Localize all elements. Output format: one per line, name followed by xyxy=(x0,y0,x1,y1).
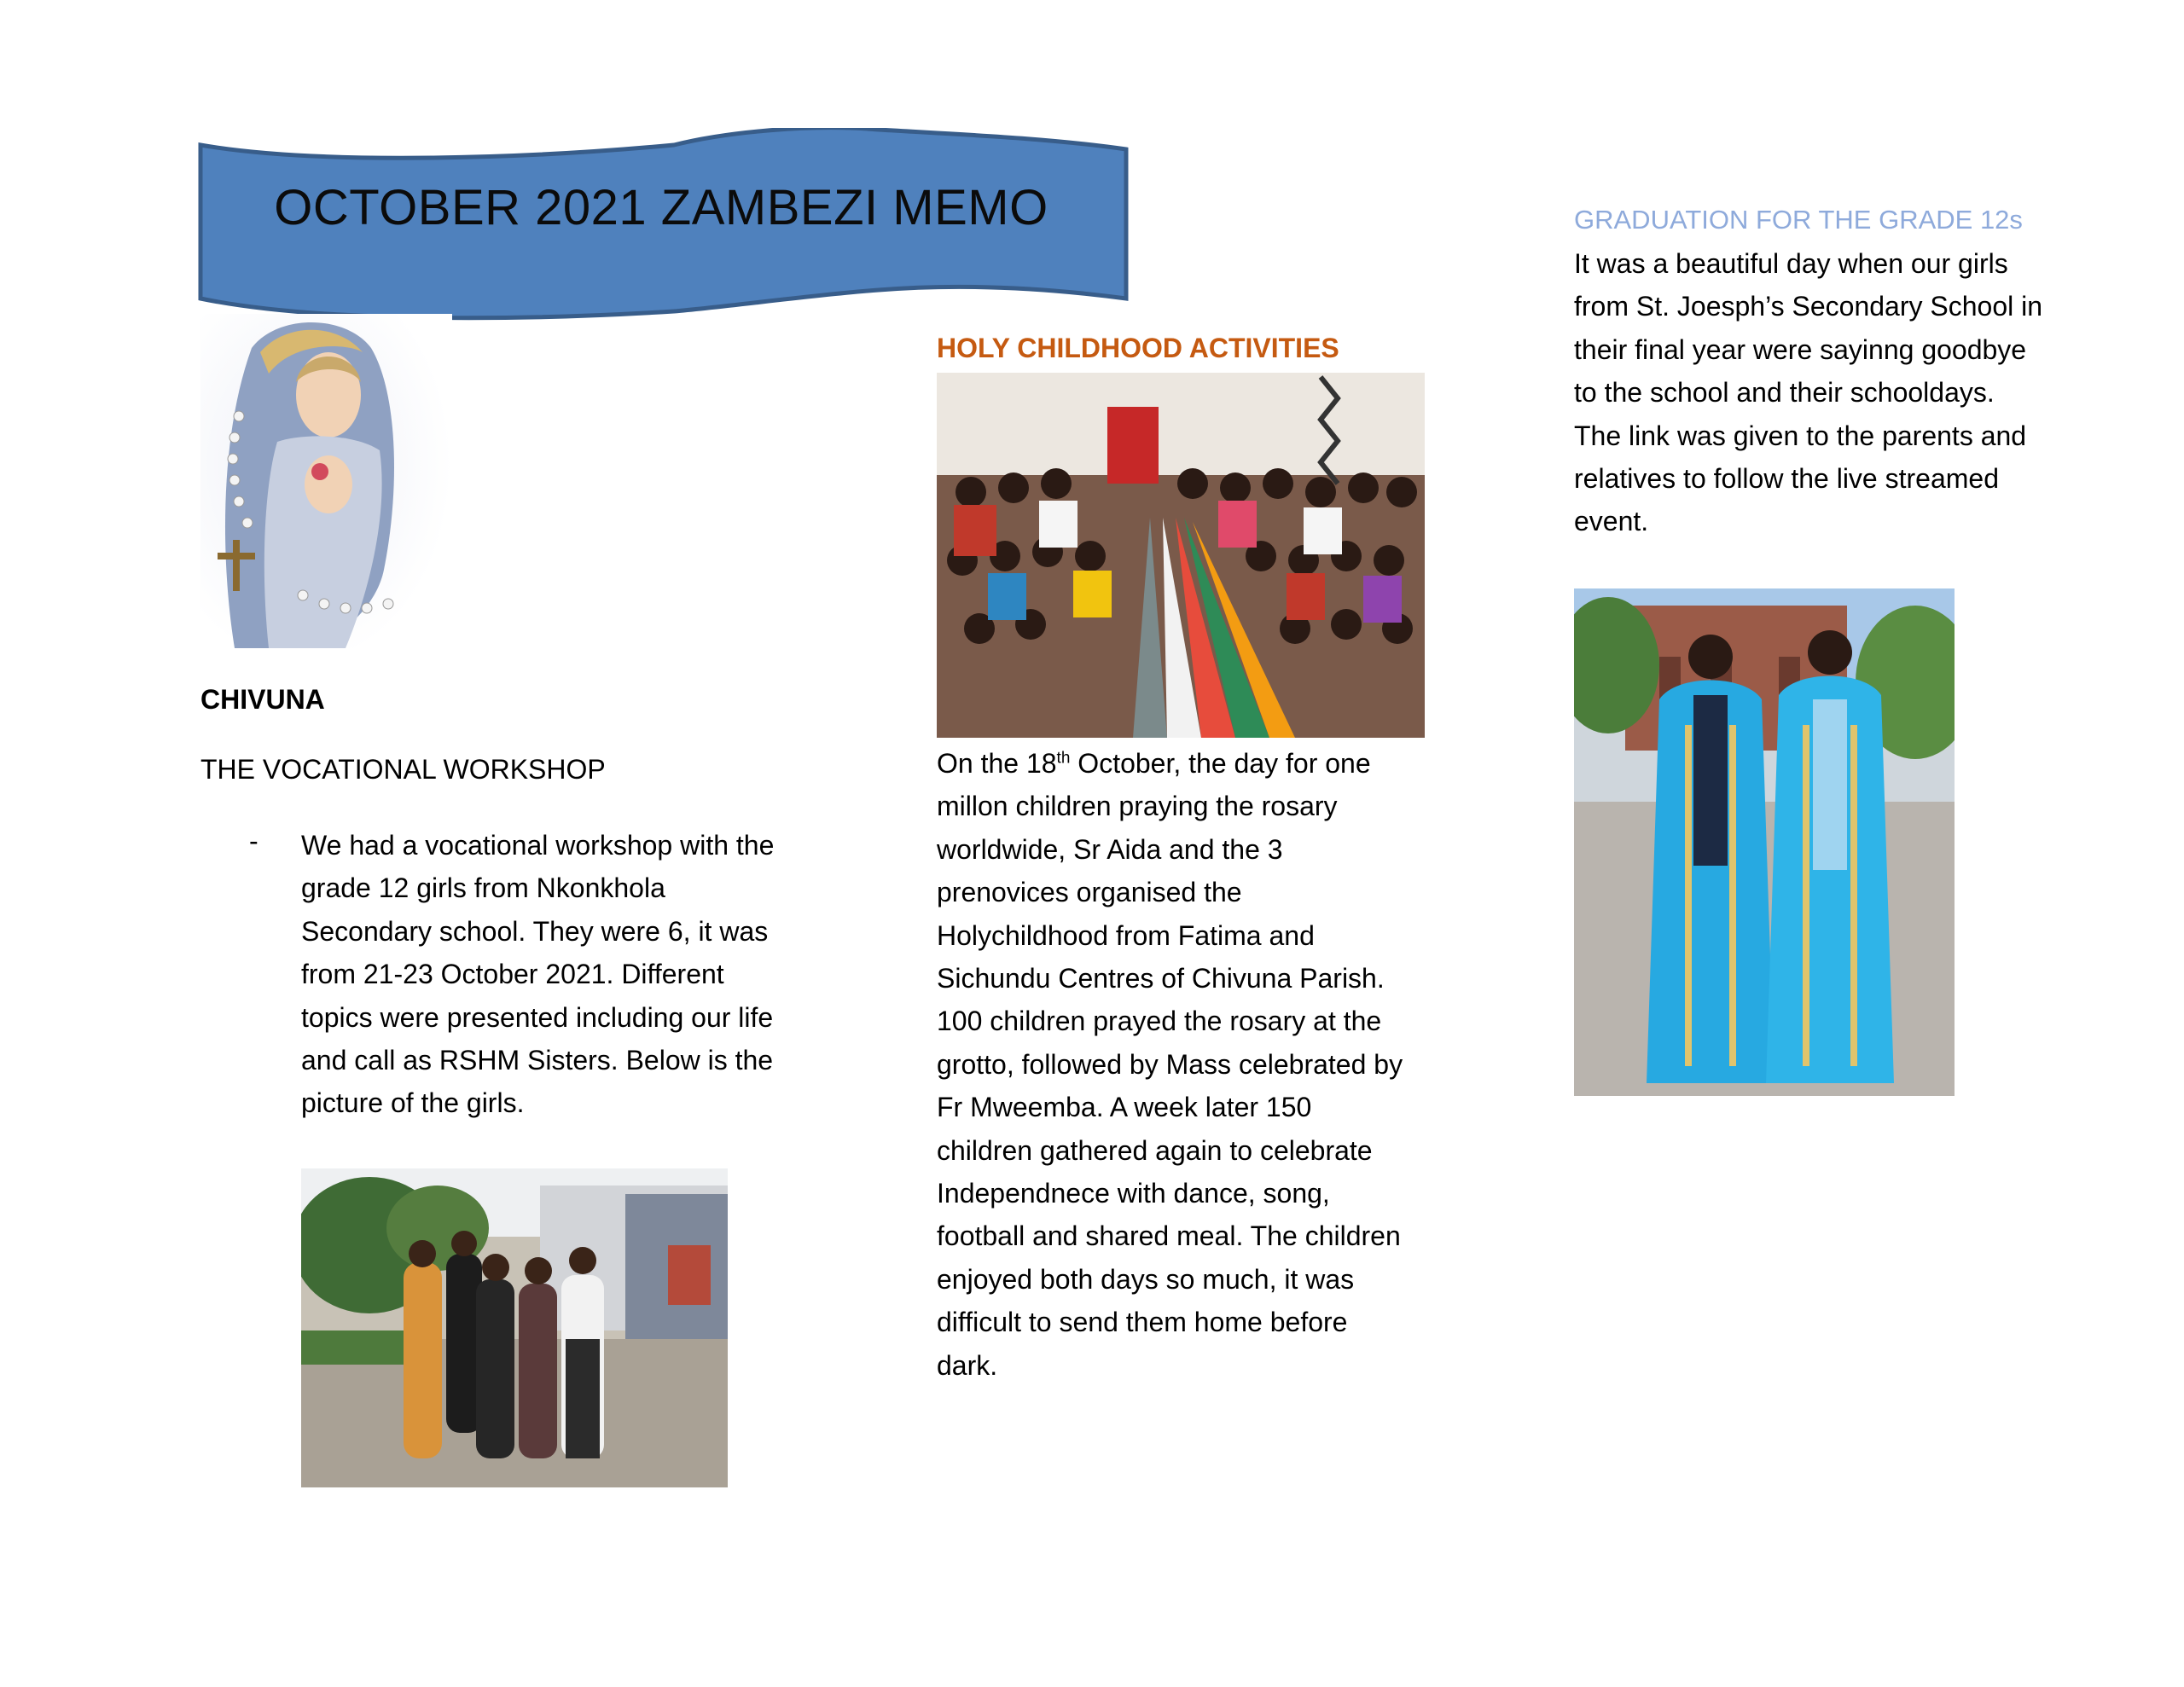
holy-childhood-text xyxy=(937,742,1414,1387)
holy-text-start: On the 18 xyxy=(937,748,1057,779)
virgin-mary-rosary-image xyxy=(200,314,452,648)
graduation-paragraph-2: The link was given to the parents and relatives to follow the live streamed event. xyxy=(1574,420,2027,537)
title-banner xyxy=(196,128,1135,324)
graduation-photo xyxy=(1574,588,1955,1096)
vocational-workshop-text: We had a vocational workshop with the grade 12 girls from Nkonkhola Secondary school. They were 6, it was from 21-23 October 2021. Different topics were presented including our life and call as RSHM Sisters. Below is the picture of the girls. xyxy=(301,830,775,1119)
holy-childhood-group-photo xyxy=(937,373,1425,738)
bullet-marker: - xyxy=(249,826,258,856)
section-heading-chivuna: CHIVUNA xyxy=(200,684,325,715)
page-title: OCTOBER 2021 ZAMBEZI MEMO xyxy=(274,180,1048,235)
section-heading-graduation: GRADUATION FOR THE GRADE 12s xyxy=(1574,205,2023,235)
vocational-girls-photo xyxy=(301,1168,728,1487)
section-heading-holy-childhood: HOLY CHILDHOOD ACTIVITIES xyxy=(937,333,1339,363)
holy-text-rest: October, the day for one millon children praying the rosary worldwide, Sr Aida and the 3 prenovices organised the Holychildhood from Fatima and Sichundu Centres of Chivuna Parish. 100 children prayed the rosary at the grotto, followed by Mass celebrated by Fr Mweemba. A week later 150 children gathered again to celebrate Independnece with dance, song, football and shared meal. The children enjoyed both days so much, it was difficult to send them home before dark. xyxy=(937,748,1403,1381)
graduation-text xyxy=(1574,242,2052,543)
holy-text-ordinal: th xyxy=(1056,749,1071,768)
graduation-paragraph-1: It was a beautiful day when our girls from St. Joesph’s Secondary School in their final year were sayinng goodbye to the school and their schooldays. xyxy=(1574,248,2043,409)
subheading-vocational-workshop: THE VOCATIONAL WORKSHOP xyxy=(200,754,606,785)
